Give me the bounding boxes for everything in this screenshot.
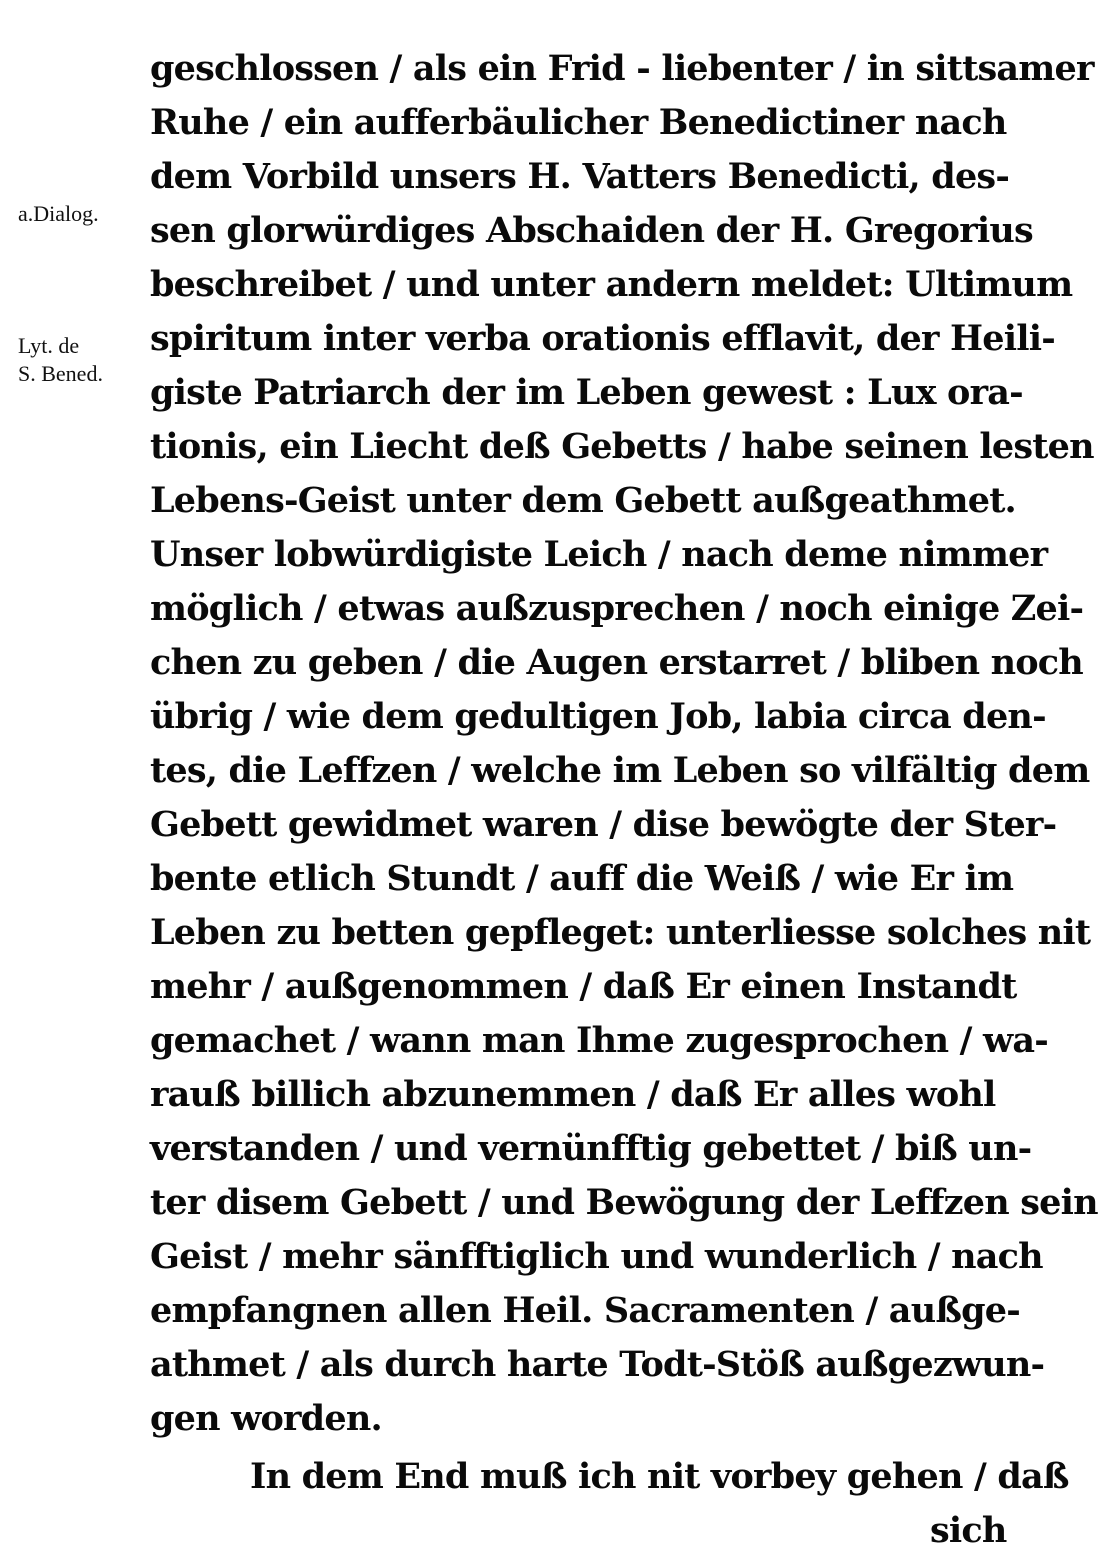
text-line: In dem End muß ich nit vorbey gehen / daß — [250, 1456, 1069, 1497]
text-line: Lebens-Geist unter dem Gebett außgeathmet. — [150, 480, 1016, 521]
text-line: Unser lobwürdigiste Leich / nach deme nimmer — [150, 534, 1048, 575]
text-line: spiritum inter verba orationis efflavit, der Heili- — [150, 318, 1055, 359]
text-line: Leben zu betten gepfleget: unterliesse solches nit — [150, 912, 1091, 953]
text-line: beschreibet / und unter andern meldet: Ultimum — [150, 264, 1073, 305]
text-line: giste Patriarch der im Leben gewest : Lux ora- — [150, 372, 1023, 413]
text-line: mehr / außgenommen / daß Er einen Instandt — [150, 966, 1017, 1007]
body-text — [150, 42, 1098, 1558]
text-line: rauß billich abzunemmen / daß Er alles wohl — [150, 1074, 996, 1115]
text-line: empfangnen allen Heil. Sacramenten / außge- — [150, 1290, 1020, 1331]
text-line: ter disem Gebett / und Bewögung der Leffzen sein — [150, 1182, 1098, 1223]
text-line: gemachet / wann man Ihme zugesprochen / wa- — [150, 1020, 1048, 1061]
margin-note-dialog: a.Dialog. — [18, 201, 99, 226]
text-line: Geist / mehr sänfftiglich und wunderlich / nach — [150, 1236, 1043, 1277]
text-line: sen glorwürdiges Abschaiden der H. Gregorius — [150, 210, 1033, 251]
text-line: bente etlich Stundt / auff die Weiß / wie Er im — [150, 858, 1014, 899]
text-line: sich — [930, 1510, 1007, 1551]
text-line: tes, die Leffzen / welche im Leben so vilfältig dem — [150, 750, 1090, 791]
text-line: geschlossen / als ein Frid - liebenter / in sittsamer — [150, 48, 1094, 89]
text-line: dem Vorbild unsers H. Vatters Benedicti, des- — [150, 156, 1010, 197]
text-line: Ruhe / ein aufferbäulicher Benedictiner nach — [150, 102, 1007, 143]
margin-note-lyt-line1: Lyt. de — [18, 333, 80, 358]
margin-note-lyt-line2: S. Bened. — [18, 361, 103, 386]
text-line: tionis, ein Liecht deß Gebetts / habe seinen lesten — [150, 426, 1094, 467]
text-line: chen zu geben / die Augen erstarret / bliben noch — [150, 642, 1083, 683]
text-line: übrig / wie dem gedultigen Job, labia circa den- — [150, 696, 1046, 737]
text-line: möglich / etwas außzusprechen / noch einige Zei- — [150, 588, 1084, 629]
text-line: verstanden / und vernünfftig gebettet / biß un- — [150, 1128, 1032, 1169]
margin-note-lyt — [18, 332, 103, 388]
text-line: Gebett gewidmet waren / dise bewögte der Ster- — [150, 804, 1057, 845]
text-line: athmet / als durch harte Todt-Stöß außgezwun- — [150, 1344, 1045, 1385]
text-line: gen worden. — [150, 1398, 382, 1439]
